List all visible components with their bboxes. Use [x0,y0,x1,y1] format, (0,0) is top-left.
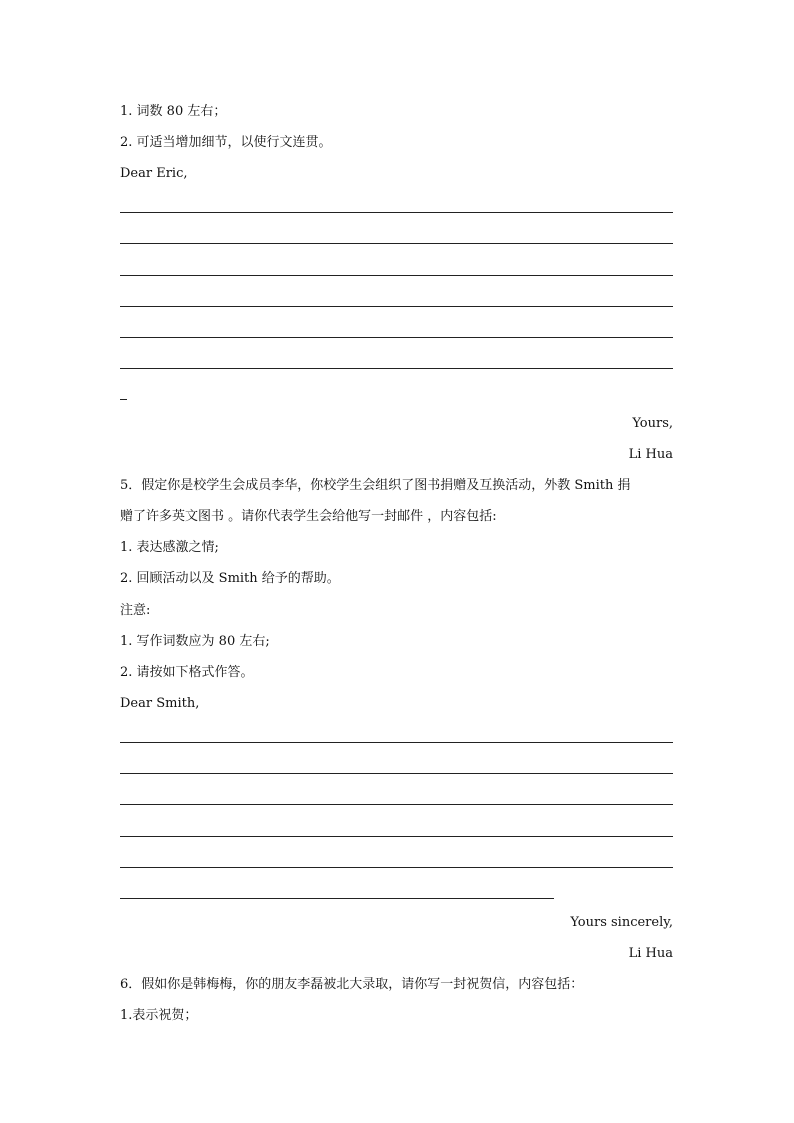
note-format: 2. 请按如下格式作答。 [120,665,254,680]
salutation-dear-eric: Dear Eric, [120,166,188,181]
requirement-word-count: 1. 词数 80 左右； [120,104,227,119]
answer-line[interactable] [120,836,673,837]
answer-line[interactable] [120,773,673,774]
answer-line[interactable] [120,243,673,244]
answer-line[interactable] [120,212,673,213]
question-6-prompt: 6．假如你是韩梅梅，你的朋友李磊被北大录取，请你写一封祝贺信，内容包括： [120,977,584,992]
signature-li-hua: Li Hua [628,447,673,462]
short-answer-dash[interactable] [120,399,127,400]
closing-yours: Yours, [632,416,673,431]
answer-line[interactable] [120,804,673,805]
content-item-gratitude: 1. 表达感激之情; [120,540,219,555]
salutation-dear-smith: Dear Smith, [120,696,200,711]
closing-yours-sincerely: Yours sincerely, [570,915,673,930]
question-5-prompt-line-2: 赠了许多英文图书 。请你代表学生会给他写一封邮件 ，内容包括: [120,509,497,524]
answer-line[interactable] [120,306,673,307]
requirement-add-details: 2. 可适当增加细节，以使行文连贯。 [120,135,332,150]
answer-line[interactable] [120,368,673,369]
question-5-prompt-line-1: 5．假定你是校学生会成员李华，你校学生会组织了图书捐赠及互换活动，外教 Smith 捐 [120,478,631,493]
answer-line[interactable] [120,742,673,743]
content-item-congratulate: 1.表示祝贺； [120,1008,198,1023]
note-word-count: 1. 写作词数应为 80 左右; [120,634,270,649]
answer-line[interactable] [120,275,673,276]
answer-line[interactable] [120,337,673,338]
note-label: 注意: [120,603,151,618]
signature-li-hua-2: Li Hua [628,946,673,961]
answer-line[interactable] [120,867,673,868]
content-item-review: 2. 回顾活动以及 Smith 给予的帮助。 [120,571,340,586]
answer-line-short[interactable] [120,898,554,899]
